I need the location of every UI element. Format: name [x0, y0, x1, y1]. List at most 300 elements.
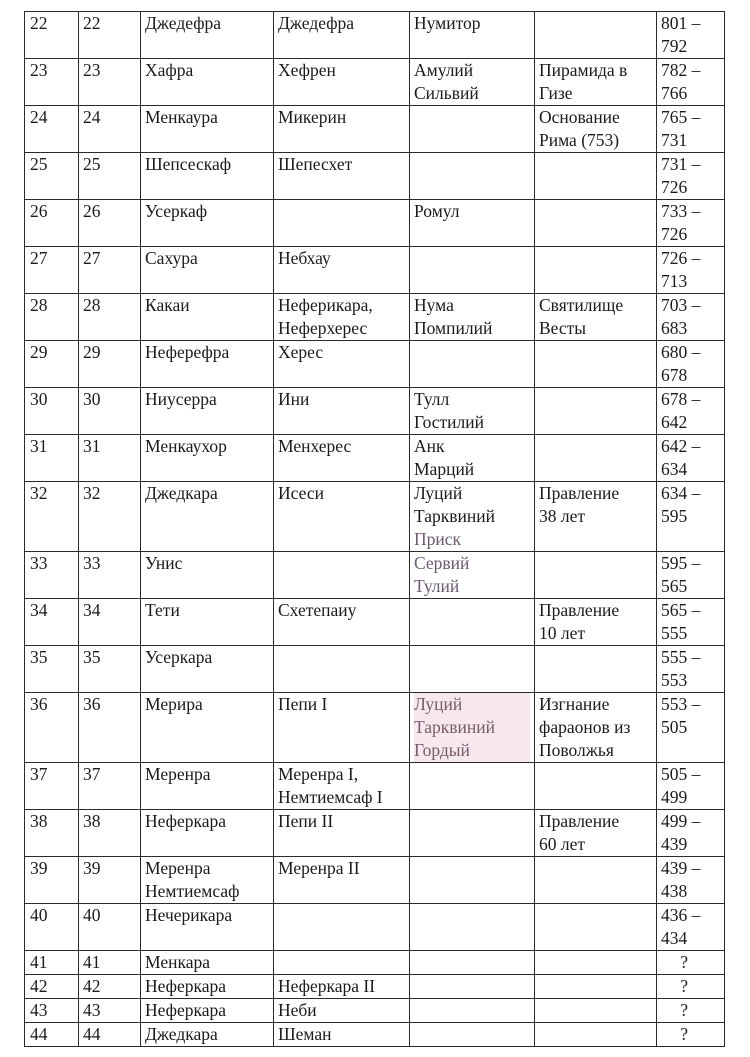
chronology-table — [24, 11, 725, 1047]
cell-line: 434 — [661, 928, 688, 948]
cell-dynasty-number: 25 — [79, 153, 141, 200]
cell-line: 555 — [661, 623, 688, 643]
cell-event — [535, 857, 657, 904]
table-row — [25, 904, 725, 951]
cell-greek-name — [274, 810, 410, 857]
cell-line: 60 лет — [539, 834, 586, 854]
cell-line: 642 – — [661, 436, 701, 456]
cell-egyptian-name — [141, 12, 274, 59]
cell-line: 782 – — [661, 60, 701, 80]
cell-line: 439 – — [661, 858, 701, 878]
cell-egyptian-name — [141, 975, 274, 999]
cell-egyptian-name — [141, 106, 274, 153]
cell-years — [657, 153, 725, 200]
cell-line: Нумитор — [414, 13, 481, 33]
cell-greek-name — [274, 200, 410, 247]
cell-line: Ини — [278, 389, 310, 409]
cell-dynasty-number: 31 — [79, 435, 141, 482]
cell-greek-name — [274, 599, 410, 646]
cell-egyptian-name — [141, 341, 274, 388]
cell-roman-king — [410, 247, 535, 294]
cell-event — [535, 200, 657, 247]
cell-line: Основание — [539, 107, 620, 127]
cell-line: Меренра — [145, 858, 211, 878]
cell-event — [535, 341, 657, 388]
cell-row-number: 34 — [25, 599, 79, 646]
cell-dynasty-number: 35 — [79, 646, 141, 693]
cell-row-number: 31 — [25, 435, 79, 482]
cell-line: Анк — [414, 436, 445, 456]
table-row — [25, 999, 725, 1023]
cell-egyptian-name — [141, 294, 274, 341]
cell-event — [535, 810, 657, 857]
cell-line: 553 – — [661, 694, 701, 714]
cell-years — [657, 693, 725, 763]
cell-row-number: 25 — [25, 153, 79, 200]
cell-event — [535, 59, 657, 106]
cell-roman-king — [410, 810, 535, 857]
cell-row-number: 24 — [25, 106, 79, 153]
cell-line: Шепесхет — [278, 154, 353, 174]
table-row — [25, 857, 725, 904]
cell-event — [535, 975, 657, 999]
cell-line: 565 — [661, 576, 688, 596]
cell-roman-king — [410, 153, 535, 200]
cell-dynasty-number: 38 — [79, 810, 141, 857]
cell-line: Поволжья — [539, 740, 614, 760]
cell-line: Херес — [278, 342, 324, 362]
cell-dynasty-number: 42 — [79, 975, 141, 999]
cell-event — [535, 106, 657, 153]
cell-years — [657, 904, 725, 951]
cell-line: Тулл — [414, 389, 450, 409]
cell-line: ? — [680, 1000, 688, 1020]
cell-line: Правление — [539, 811, 620, 831]
cell-egyptian-name — [141, 200, 274, 247]
cell-egyptian-name — [141, 482, 274, 552]
cell-line: 499 – — [661, 811, 701, 831]
cell-line: 499 — [661, 787, 688, 807]
cell-greek-name — [274, 294, 410, 341]
table-row — [25, 552, 725, 599]
cell-event — [535, 552, 657, 599]
cell-event — [535, 951, 657, 975]
cell-line: Менкара — [145, 952, 210, 972]
cell-line: Мерира — [145, 694, 203, 714]
cell-years — [657, 646, 725, 693]
cell-line: Менхерес — [278, 436, 352, 456]
cell-line: Ромул — [414, 201, 460, 221]
cell-line: Пепи I — [278, 694, 328, 714]
cell-line: Тарквиний — [414, 716, 530, 739]
cell-years — [657, 388, 725, 435]
cell-line: Неферикара, — [278, 295, 373, 315]
cell-line: Шепсескаф — [145, 154, 232, 174]
document-page — [24, 11, 725, 1047]
cell-line: Марций — [414, 459, 475, 479]
cell-dynasty-number: 22 — [79, 12, 141, 59]
cell-years — [657, 247, 725, 294]
cell-roman-king — [410, 106, 535, 153]
cell-line: 765 – — [661, 107, 701, 127]
cell-event — [535, 693, 657, 763]
table-row — [25, 482, 725, 552]
cell-event — [535, 294, 657, 341]
cell-line: Хефрен — [278, 60, 336, 80]
table-row — [25, 435, 725, 482]
cell-roman-king — [410, 482, 535, 552]
cell-line: 10 лет — [539, 623, 586, 643]
cell-line: 439 — [661, 834, 688, 854]
cell-line: Немтиемсаф — [145, 881, 240, 901]
cell-event — [535, 435, 657, 482]
table-row — [25, 388, 725, 435]
cell-line: 733 – — [661, 201, 701, 221]
cell-roman-king — [410, 12, 535, 59]
cell-line: Меренра I, — [278, 764, 359, 784]
cell-dynasty-number: 27 — [79, 247, 141, 294]
cell-line: 731 – — [661, 154, 701, 174]
cell-greek-name — [274, 763, 410, 810]
cell-years — [657, 12, 725, 59]
cell-years — [657, 552, 725, 599]
cell-row-number: 38 — [25, 810, 79, 857]
cell-roman-king — [410, 1023, 535, 1047]
cell-roman-king — [410, 388, 535, 435]
table-row — [25, 763, 725, 810]
cell-roman-king — [410, 693, 535, 763]
cell-line: Меренра — [145, 764, 211, 784]
cell-egyptian-name — [141, 153, 274, 200]
table-row — [25, 646, 725, 693]
cell-years — [657, 1023, 725, 1047]
cell-years — [657, 59, 725, 106]
cell-line: Неферкара II — [278, 976, 376, 996]
cell-dynasty-number: 36 — [79, 693, 141, 763]
cell-roman-king — [410, 951, 535, 975]
cell-event — [535, 763, 657, 810]
cell-line: Тулий — [414, 576, 460, 596]
cell-line: ? — [680, 1024, 688, 1044]
cell-row-number: 29 — [25, 341, 79, 388]
cell-egyptian-name — [141, 552, 274, 599]
cell-greek-name — [274, 552, 410, 599]
cell-line: 642 — [661, 412, 688, 432]
cell-roman-king — [410, 599, 535, 646]
cell-line: Хафра — [145, 60, 194, 80]
cell-line: Джедкара — [145, 1024, 218, 1044]
cell-years — [657, 200, 725, 247]
cell-dynasty-number: 29 — [79, 341, 141, 388]
cell-egyptian-name — [141, 599, 274, 646]
cell-roman-king — [410, 341, 535, 388]
table-row — [25, 951, 725, 975]
cell-line: 766 — [661, 83, 688, 103]
cell-egyptian-name — [141, 857, 274, 904]
cell-event — [535, 12, 657, 59]
cell-greek-name — [274, 857, 410, 904]
cell-row-number: 26 — [25, 200, 79, 247]
table-row — [25, 247, 725, 294]
cell-greek-name — [274, 951, 410, 975]
cell-line: Усеркара — [145, 647, 213, 667]
cell-greek-name — [274, 975, 410, 999]
cell-line: Правление — [539, 600, 620, 620]
cell-line: Менкаура — [145, 107, 218, 127]
cell-years — [657, 435, 725, 482]
cell-greek-name — [274, 106, 410, 153]
cell-line: Неферефра — [145, 342, 230, 362]
cell-dynasty-number: 41 — [79, 951, 141, 975]
cell-dynasty-number: 39 — [79, 857, 141, 904]
cell-years — [657, 482, 725, 552]
cell-roman-king — [410, 200, 535, 247]
cell-greek-name — [274, 482, 410, 552]
cell-egyptian-name — [141, 646, 274, 693]
cell-dynasty-number: 30 — [79, 388, 141, 435]
table-row — [25, 106, 725, 153]
cell-line: Нечерикара — [145, 905, 233, 925]
cell-line: Схетепаиу — [278, 600, 357, 620]
cell-egyptian-name — [141, 904, 274, 951]
cell-line: Тети — [145, 600, 180, 620]
cell-roman-king — [410, 904, 535, 951]
cell-years — [657, 341, 725, 388]
cell-line: Сильвий — [414, 83, 479, 103]
cell-dynasty-number: 40 — [79, 904, 141, 951]
cell-event — [535, 599, 657, 646]
cell-line: Луций — [414, 693, 530, 716]
cell-dynasty-number: 44 — [79, 1023, 141, 1047]
cell-line: 555 – — [661, 647, 701, 667]
cell-line: 726 – — [661, 248, 701, 268]
cell-row-number: 35 — [25, 646, 79, 693]
cell-greek-name — [274, 435, 410, 482]
table-row — [25, 810, 725, 857]
cell-egyptian-name — [141, 999, 274, 1023]
cell-line: 595 – — [661, 553, 701, 573]
cell-years — [657, 763, 725, 810]
cell-line: Гордый — [414, 739, 530, 762]
cell-row-number: 42 — [25, 975, 79, 999]
cell-line: Пепи II — [278, 811, 334, 831]
cell-line: Джедкара — [145, 483, 218, 503]
cell-greek-name — [274, 341, 410, 388]
cell-line: ? — [680, 952, 688, 972]
cell-line: 683 — [661, 318, 688, 338]
cell-dynasty-number: 37 — [79, 763, 141, 810]
cell-egyptian-name — [141, 388, 274, 435]
table-row — [25, 12, 725, 59]
cell-line: 438 — [661, 881, 688, 901]
cell-row-number: 27 — [25, 247, 79, 294]
cell-line: Шеман — [278, 1024, 332, 1044]
cell-roman-king — [410, 857, 535, 904]
cell-years — [657, 975, 725, 999]
cell-line: Неферкара — [145, 976, 226, 996]
cell-line: Приск — [414, 529, 462, 549]
cell-line: Немтиемсаф I — [278, 787, 383, 807]
table-row — [25, 599, 725, 646]
table-row — [25, 1023, 725, 1047]
cell-greek-name — [274, 904, 410, 951]
cell-greek-name — [274, 247, 410, 294]
cell-roman-king — [410, 552, 535, 599]
cell-roman-king — [410, 999, 535, 1023]
cell-egyptian-name — [141, 763, 274, 810]
cell-line: Меренра II — [278, 858, 360, 878]
cell-egyptian-name — [141, 435, 274, 482]
cell-dynasty-number: 43 — [79, 999, 141, 1023]
cell-greek-name — [274, 1023, 410, 1047]
cell-line: 713 — [661, 271, 688, 291]
cell-egyptian-name — [141, 1023, 274, 1047]
cell-line: 792 — [661, 36, 688, 56]
cell-years — [657, 999, 725, 1023]
cell-dynasty-number: 34 — [79, 599, 141, 646]
cell-line: Тарквиний — [414, 506, 495, 526]
cell-row-number: 32 — [25, 482, 79, 552]
cell-line: 680 – — [661, 342, 701, 362]
cell-dynasty-number: 28 — [79, 294, 141, 341]
cell-roman-king — [410, 646, 535, 693]
cell-line: 553 — [661, 670, 688, 690]
cell-line: Неби — [278, 1000, 317, 1020]
cell-line: Рима (753) — [539, 130, 620, 150]
cell-row-number: 23 — [25, 59, 79, 106]
cell-line: 505 — [661, 717, 688, 737]
cell-dynasty-number: 24 — [79, 106, 141, 153]
cell-event — [535, 153, 657, 200]
cell-egyptian-name — [141, 59, 274, 106]
table-row — [25, 341, 725, 388]
cell-event — [535, 904, 657, 951]
cell-greek-name — [274, 59, 410, 106]
cell-line: Гостилий — [414, 412, 485, 432]
cell-row-number: 44 — [25, 1023, 79, 1047]
cell-dynasty-number: 32 — [79, 482, 141, 552]
cell-line: ? — [680, 976, 688, 996]
table-row — [25, 200, 725, 247]
cell-years — [657, 294, 725, 341]
cell-line: Помпилий — [414, 318, 493, 338]
table-row — [25, 153, 725, 200]
cell-years — [657, 599, 725, 646]
cell-line: фараонов из — [539, 717, 631, 737]
cell-line: 634 — [661, 459, 688, 479]
cell-line: 634 – — [661, 483, 701, 503]
cell-dynasty-number: 26 — [79, 200, 141, 247]
cell-line: Пирамида в — [539, 60, 628, 80]
cell-line: 678 — [661, 365, 688, 385]
cell-row-number: 41 — [25, 951, 79, 975]
cell-line: Усеркаф — [145, 201, 208, 221]
cell-years — [657, 951, 725, 975]
cell-row-number: 39 — [25, 857, 79, 904]
cell-row-number: 36 — [25, 693, 79, 763]
table-row — [25, 693, 725, 763]
cell-line: Святилище — [539, 295, 624, 315]
cell-greek-name — [274, 388, 410, 435]
cell-line: 726 — [661, 177, 688, 197]
cell-event — [535, 482, 657, 552]
cell-line: 565 – — [661, 600, 701, 620]
cell-line: 801 – — [661, 13, 701, 33]
cell-row-number: 37 — [25, 763, 79, 810]
table-row — [25, 975, 725, 999]
cell-line: Правление — [539, 483, 620, 503]
cell-line: 505 – — [661, 764, 701, 784]
cell-line: Микерин — [278, 107, 347, 127]
cell-event — [535, 1023, 657, 1047]
cell-roman-king — [410, 975, 535, 999]
cell-row-number: 33 — [25, 552, 79, 599]
cell-dynasty-number: 23 — [79, 59, 141, 106]
cell-egyptian-name — [141, 693, 274, 763]
cell-line: Изгнание — [539, 694, 610, 714]
cell-line: Менкаухор — [145, 436, 227, 456]
cell-line: Исеси — [278, 483, 324, 503]
cell-line: 726 — [661, 224, 688, 244]
cell-egyptian-name — [141, 810, 274, 857]
cell-line: Унис — [145, 553, 183, 573]
cell-row-number: 43 — [25, 999, 79, 1023]
cell-row-number: 28 — [25, 294, 79, 341]
cell-line: Какаи — [145, 295, 190, 315]
cell-line: Небхау — [278, 248, 331, 268]
cell-event — [535, 999, 657, 1023]
cell-roman-king — [410, 435, 535, 482]
cell-row-number: 22 — [25, 12, 79, 59]
cell-line: Весты — [539, 318, 587, 338]
cell-line: Ниусерра — [145, 389, 217, 409]
cell-event — [535, 388, 657, 435]
cell-line: Гизе — [539, 83, 573, 103]
cell-event — [535, 646, 657, 693]
cell-roman-king — [410, 763, 535, 810]
cell-line: Сервий — [414, 553, 470, 573]
cell-event — [535, 247, 657, 294]
cell-egyptian-name — [141, 247, 274, 294]
cell-egyptian-name — [141, 951, 274, 975]
cell-line: Джедефра — [145, 13, 222, 33]
cell-years — [657, 106, 725, 153]
cell-line: 678 – — [661, 389, 701, 409]
cell-greek-name — [274, 999, 410, 1023]
table-row — [25, 294, 725, 341]
cell-line: 703 – — [661, 295, 701, 315]
cell-greek-name — [274, 153, 410, 200]
cell-line: 436 – — [661, 905, 701, 925]
cell-line: Джедефра — [278, 13, 355, 33]
cell-line: Неферкара — [145, 811, 226, 831]
cell-roman-king — [410, 294, 535, 341]
cell-dynasty-number: 33 — [79, 552, 141, 599]
cell-years — [657, 810, 725, 857]
table-body — [25, 12, 725, 1047]
cell-roman-king — [410, 59, 535, 106]
cell-line: Нума — [414, 295, 454, 315]
cell-line: 731 — [661, 130, 688, 150]
cell-line: 38 лет — [539, 506, 586, 526]
cell-line: Неферкара — [145, 1000, 226, 1020]
cell-greek-name — [274, 12, 410, 59]
cell-line: Луций — [414, 483, 463, 503]
cell-line: Сахура — [145, 248, 198, 268]
cell-greek-name — [274, 646, 410, 693]
cell-row-number: 40 — [25, 904, 79, 951]
table-row — [25, 59, 725, 106]
